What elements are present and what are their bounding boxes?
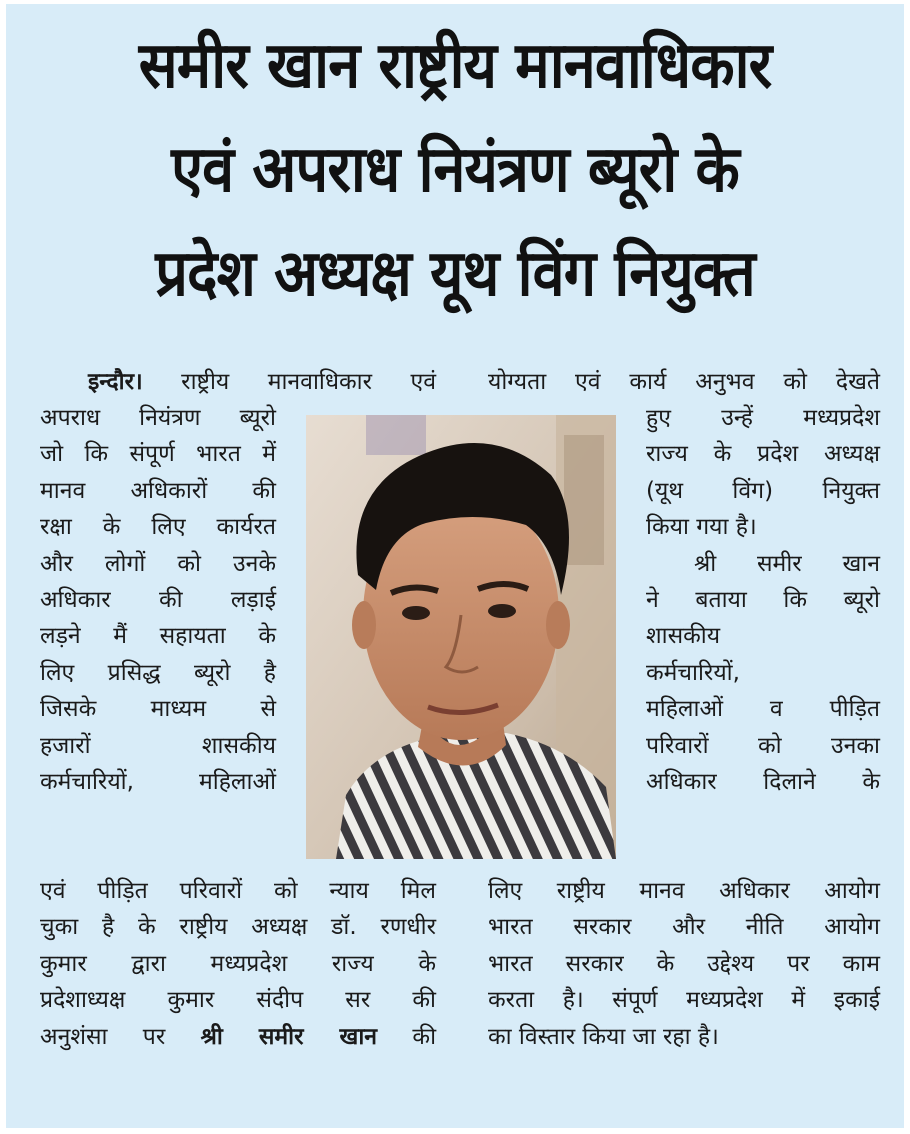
article-line: परिवारों को उनका bbox=[646, 732, 880, 759]
article-line: राज्य के प्रदेश अध्यक्ष bbox=[646, 441, 880, 468]
left-column-first-line bbox=[40, 364, 436, 400]
article-line: हुए उन्हें मध्यप्रदेश bbox=[646, 405, 880, 431]
article-line-text: राष्ट्रीय मानवाधिकार एवं bbox=[181, 369, 437, 395]
article-line: और लोगों को उनके bbox=[40, 550, 276, 577]
right-column-below-photo bbox=[488, 873, 880, 1055]
article-line: ने बताया कि ब्यूरो bbox=[646, 587, 880, 614]
portrait-photo bbox=[306, 415, 616, 859]
article-line: जिसके माध्यम से bbox=[40, 696, 276, 723]
article-line: मानव अधिकारों की bbox=[40, 477, 276, 504]
article-line: महिलाओं व पीड़ित bbox=[646, 696, 880, 723]
headline-line-3: प्रदेश अध्यक्ष यूथ विंग नियुक्त bbox=[155, 237, 755, 311]
headline-line-1: समीर खान राष्ट्रीय मानवाधिकार bbox=[138, 29, 772, 103]
left-column-beside-photo bbox=[40, 400, 276, 800]
right-column-first-line bbox=[488, 364, 880, 400]
article-line: का विस्तार किया जा रहा है। bbox=[488, 1023, 719, 1050]
article-line: (यूथ विंग) नियुक्त bbox=[646, 477, 880, 504]
article-line: अधिकार दिलाने के bbox=[646, 769, 880, 796]
article-line: एवं पीड़ित परिवारों को न्याय मिल bbox=[40, 878, 436, 904]
article-line bbox=[40, 364, 436, 400]
article-line: कर्मचारियों, bbox=[646, 659, 740, 686]
article-line: हजारों शासकीय bbox=[40, 732, 276, 759]
article-line bbox=[40, 1019, 436, 1055]
headline-line-2: एवं अपराध नियंत्रण ब्यूरो के bbox=[171, 133, 739, 207]
article-line: अधिकार की लड़ाई bbox=[40, 587, 276, 614]
article-line: भारत सरकार के उद्देश्य पर काम bbox=[488, 950, 880, 977]
person-name: श्री समीर खान bbox=[200, 1023, 378, 1050]
right-column-beside-photo bbox=[646, 400, 880, 800]
article-line: रक्षा के लिए कार्यरत bbox=[40, 514, 276, 541]
article-line: प्रदेशाध्यक्ष कुमार संदीप सर की bbox=[40, 987, 436, 1014]
article-line: लिए राष्ट्रीय मानव अधिकार आयोग bbox=[488, 878, 880, 904]
article-line: लिए प्रसिद्ध ब्यूरो है bbox=[40, 659, 276, 686]
article-line: योग्यता एवं कार्य अनुभव को देखते bbox=[488, 369, 880, 395]
article-line: शासकीय bbox=[646, 623, 721, 650]
article-line: कुमार द्वारा मध्यप्रदेश राज्य के bbox=[40, 950, 436, 977]
article-line: श्री समीर खान bbox=[694, 550, 880, 577]
dateline: इन्दौर। bbox=[88, 369, 143, 395]
article-line: कर्मचारियों, महिलाओं bbox=[40, 769, 276, 796]
article-line: अपराध नियंत्रण ब्यूरो bbox=[40, 405, 276, 431]
headline bbox=[46, 14, 865, 326]
article-line-text: अनुशंसा पर bbox=[40, 1023, 166, 1050]
article-line-text: की bbox=[412, 1023, 437, 1050]
left-column-below-photo bbox=[40, 873, 436, 1055]
article-line: करता है। संपूर्ण मध्यप्रदेश में इकाई bbox=[488, 987, 880, 1014]
portrait-image bbox=[306, 415, 616, 859]
article-line: भारत सरकार और नीति आयोग bbox=[488, 914, 880, 941]
article-line: चुका है के राष्ट्रीय अध्यक्ष डॉ. रणधीर bbox=[40, 914, 436, 941]
article-line: जो कि संपूर्ण भारत में bbox=[40, 441, 276, 468]
article-line: किया गया है। bbox=[646, 514, 757, 541]
article-line: लड़ने मैं सहायता के bbox=[40, 623, 276, 650]
